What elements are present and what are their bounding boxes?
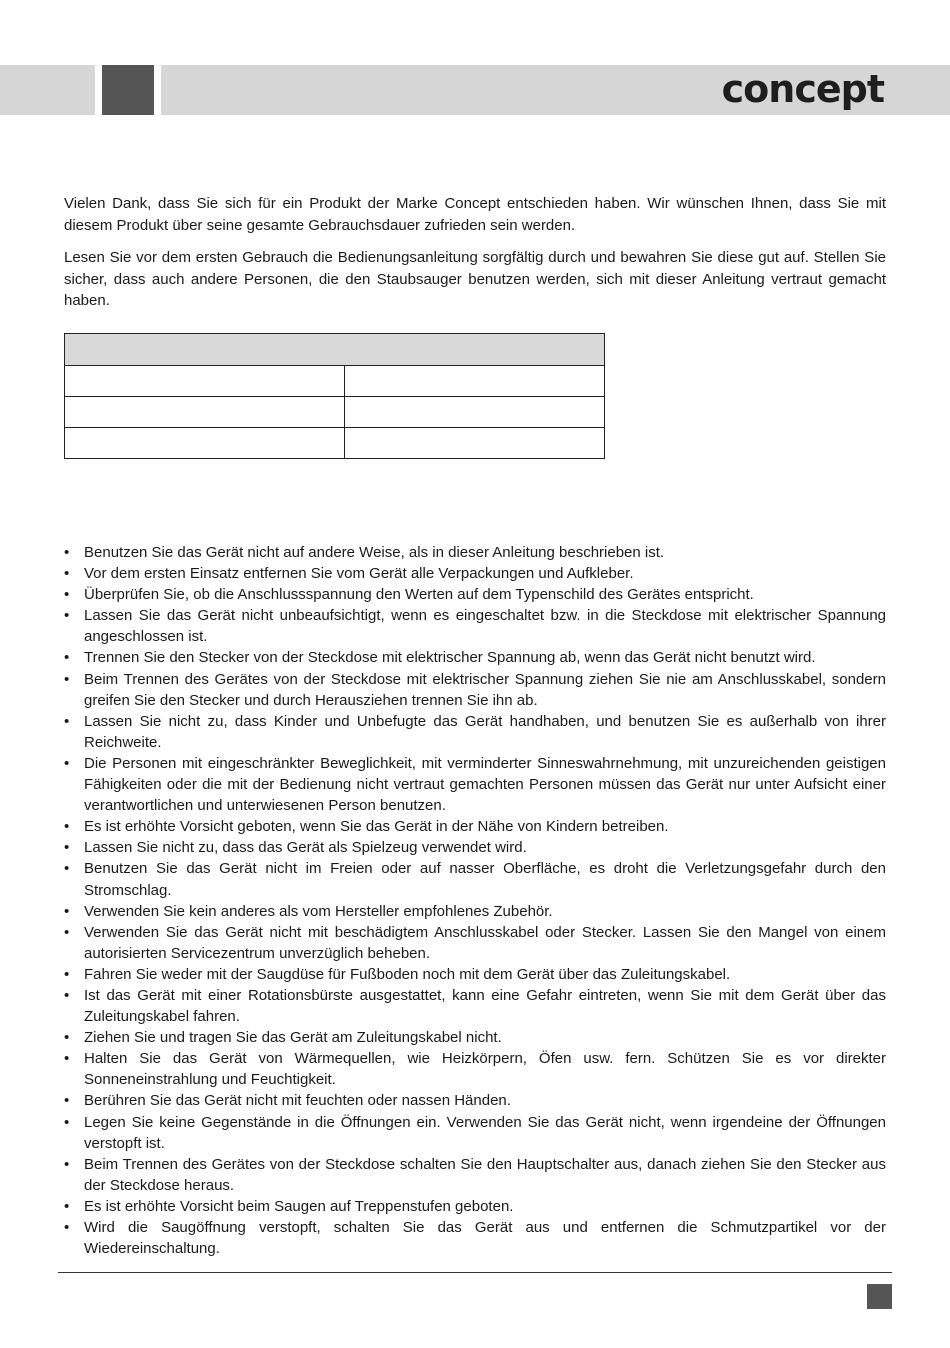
bullet-icon: • [64,965,70,983]
list-item [64,1217,886,1259]
list-item-text: Lassen Sie das Gerät nicht unbeaufsichtigt, wenn es eingeschaltet bzw. in die Steckdose mit elektrischer Spannung angeschlossen ist. [84,607,886,646]
list-item-text: Beim Trennen des Gerätes von der Steckdose schalten Sie den Hauptschalter aus, danach ziehen Sie den Stecker aus der Steckdose heraus. [84,1155,886,1194]
bullet-icon: • [64,860,70,878]
list-item-text: Verwenden Sie das Gerät nicht mit beschädigtem Anschlusskabel oder Stecker. Lassen Sie den Mangel von einem autorisierten Servicezentrum unverzüglich beheben. [84,923,886,962]
bullet-icon: • [64,565,70,583]
bullet-icon: • [64,712,70,730]
list-item [64,647,886,668]
list-item-text: Lassen Sie nicht zu, dass Kinder und Unbefugte das Gerät handhaben, und benutzen Sie es außerhalb von ihrer Reichweite. [84,712,886,751]
header-square [102,65,154,115]
bullet-icon: • [64,1092,70,1110]
spec-table-cell [345,428,605,459]
bullet-icon: • [64,1219,70,1236]
spec-table-row [65,397,605,428]
list-item [64,964,886,985]
list-item [64,669,886,711]
list-item [64,1154,886,1196]
list-item [64,753,886,816]
bullet-icon: • [64,1155,70,1173]
intro-paragraph-2: Lesen Sie vor dem ersten Gebrauch die Bedienungsanleitung sorgfältig durch und bewahren Sie diese gut auf. Stellen Sie sicher, dass auch andere Personen, die den Staubsauger benutzen werden, sich mit dieser Anleitung vertraut gemacht haben. [64,249,886,309]
bullet-icon: • [64,839,70,857]
bullet-icon: • [64,649,70,667]
bullet-icon: • [64,544,70,561]
list-item-text: Ist das Gerät mit einer Rotationsbürste ausgestattet, kann eine Gefahr eintreten, wenn Sie mit dem Gerät über das Zuleitungskabel fahren. [84,986,886,1026]
bullet-icon: • [64,923,70,941]
list-item-text: Vor dem ersten Einsatz entfernen Sie vom Gerät alle Verpackungen und Aufkleber. [84,565,634,583]
list-item-text: Es ist erhöhte Vorsicht beim Saugen auf Treppenstufen geboten. [84,1197,514,1215]
header-left-bar [0,65,95,115]
bullet-icon: • [64,1113,70,1131]
list-item-text: Die Personen mit eingeschränkter Beweglichkeit, mit verminderter Sinneswahrnehmung, mit unzureichenden geistigen Fähigkeiten oder die mit der Bedienung nicht vertraut gemachten Personen müssen das Gerät nur unter Aufsicht einer verantwortlichen und unterwiesenen Person benutzen. [84,754,886,815]
spec-table-header-row [65,334,605,366]
bullet-icon: • [64,754,70,772]
bullet-icon: • [64,902,70,920]
list-item-text: Lassen Sie nicht zu, dass das Gerät als Spielzeug verwendet wird. [84,839,527,857]
list-item [64,837,886,858]
spec-table-row [65,428,605,459]
bullet-icon: • [64,1050,70,1068]
bullet-icon: • [64,607,70,625]
list-item-text: Legen Sie keine Gegenstände in die Öffnungen ein. Verwenden Sie das Gerät nicht, wenn irgendeine der Öffnungen verstopft ist. [84,1113,886,1152]
list-item [64,985,886,1027]
spec-table [64,333,605,459]
list-item [64,711,886,753]
list-item-text: Trennen Sie den Stecker von der Steckdose mit elektrischer Spannung ab, wenn das Gerät nicht benutzt wird. [84,649,816,667]
spec-table-cell [345,397,605,428]
intro-paragraph-1: Vielen Dank, dass Sie sich für ein Produkt der Marke Concept entschieden haben. Wir wünschen Ihnen, dass Sie mit diesem Produkt über seine gesamte Gebrauchsdauer zufrieden sein werden. [64,195,886,234]
concept-logo: concept [721,67,884,111]
bullet-icon: • [64,1197,70,1215]
list-item [64,584,886,605]
list-item-text: Ziehen Sie und tragen Sie das Gerät am Zuleitungskabel nicht. [84,1029,502,1047]
safety-warnings-list [64,542,886,1259]
spec-table-cell [65,428,345,459]
bullet-icon: • [64,986,70,1004]
list-item-text: Verwenden Sie kein anderes als vom Hersteller empfohlenes Zubehör. [84,902,553,920]
list-item-text: Berühren Sie das Gerät nicht mit feuchten oder nassen Händen. [84,1092,511,1110]
footer-square [867,1284,892,1309]
bullet-icon: • [64,818,70,836]
list-item [64,858,886,900]
list-item [64,922,886,964]
list-item [64,563,886,584]
bullet-icon: • [64,670,70,688]
list-item [64,605,886,647]
bullet-icon: • [64,1029,70,1047]
list-item-text: Es ist erhöhte Vorsicht geboten, wenn Sie das Gerät in der Nähe von Kindern betreiben. [84,818,669,836]
spec-table-row [65,366,605,397]
list-item-text: Benutzen Sie das Gerät nicht auf andere Weise, als in dieser Anleitung beschrieben ist. [84,544,665,561]
list-item-text: Beim Trennen des Gerätes von der Steckdose mit elektrischer Spannung ziehen Sie nie am Anschlusskabel, sondern greifen Sie den Stecker und durch Herausziehen trennen Sie ihn ab. [84,670,886,709]
list-item [64,1112,886,1154]
list-item [64,1048,886,1090]
list-item-text: Fahren Sie weder mit der Saugdüse für Fußboden noch mit dem Gerät über das Zuleitungskabel. [84,965,731,983]
list-item [64,542,886,563]
list-item [64,1090,886,1111]
list-item-text: Wird die Saugöffnung verstopft, schalten Sie das Gerät aus und entfernen die Schmutzpartikel vor der Wiedereinschaltung. [84,1219,886,1258]
bullet-icon: • [64,586,70,604]
spec-table-cell [65,366,345,397]
spec-table-cell [65,397,345,428]
footer-divider [58,1272,892,1273]
list-item [64,1027,886,1048]
list-item [64,1196,886,1217]
list-item [64,901,886,922]
spec-table-cell [345,366,605,397]
list-item-text: Halten Sie das Gerät von Wärmequellen, wie Heizkörpern, Öfen usw. fern. Schützen Sie es vor direkter Sonneneinstrahlung und Feuchtigkeit. [84,1050,886,1089]
list-item-text: Benutzen Sie das Gerät nicht im Freien oder auf nasser Oberfläche, es droht die Verletzungsgefahr durch den Stromschlag. [84,860,886,899]
list-item [64,816,886,837]
spec-table-header [65,334,605,366]
list-item-text: Überprüfen Sie, ob die Anschlussspannung den Werten auf dem Typenschild des Gerätes entspricht. [84,586,754,604]
